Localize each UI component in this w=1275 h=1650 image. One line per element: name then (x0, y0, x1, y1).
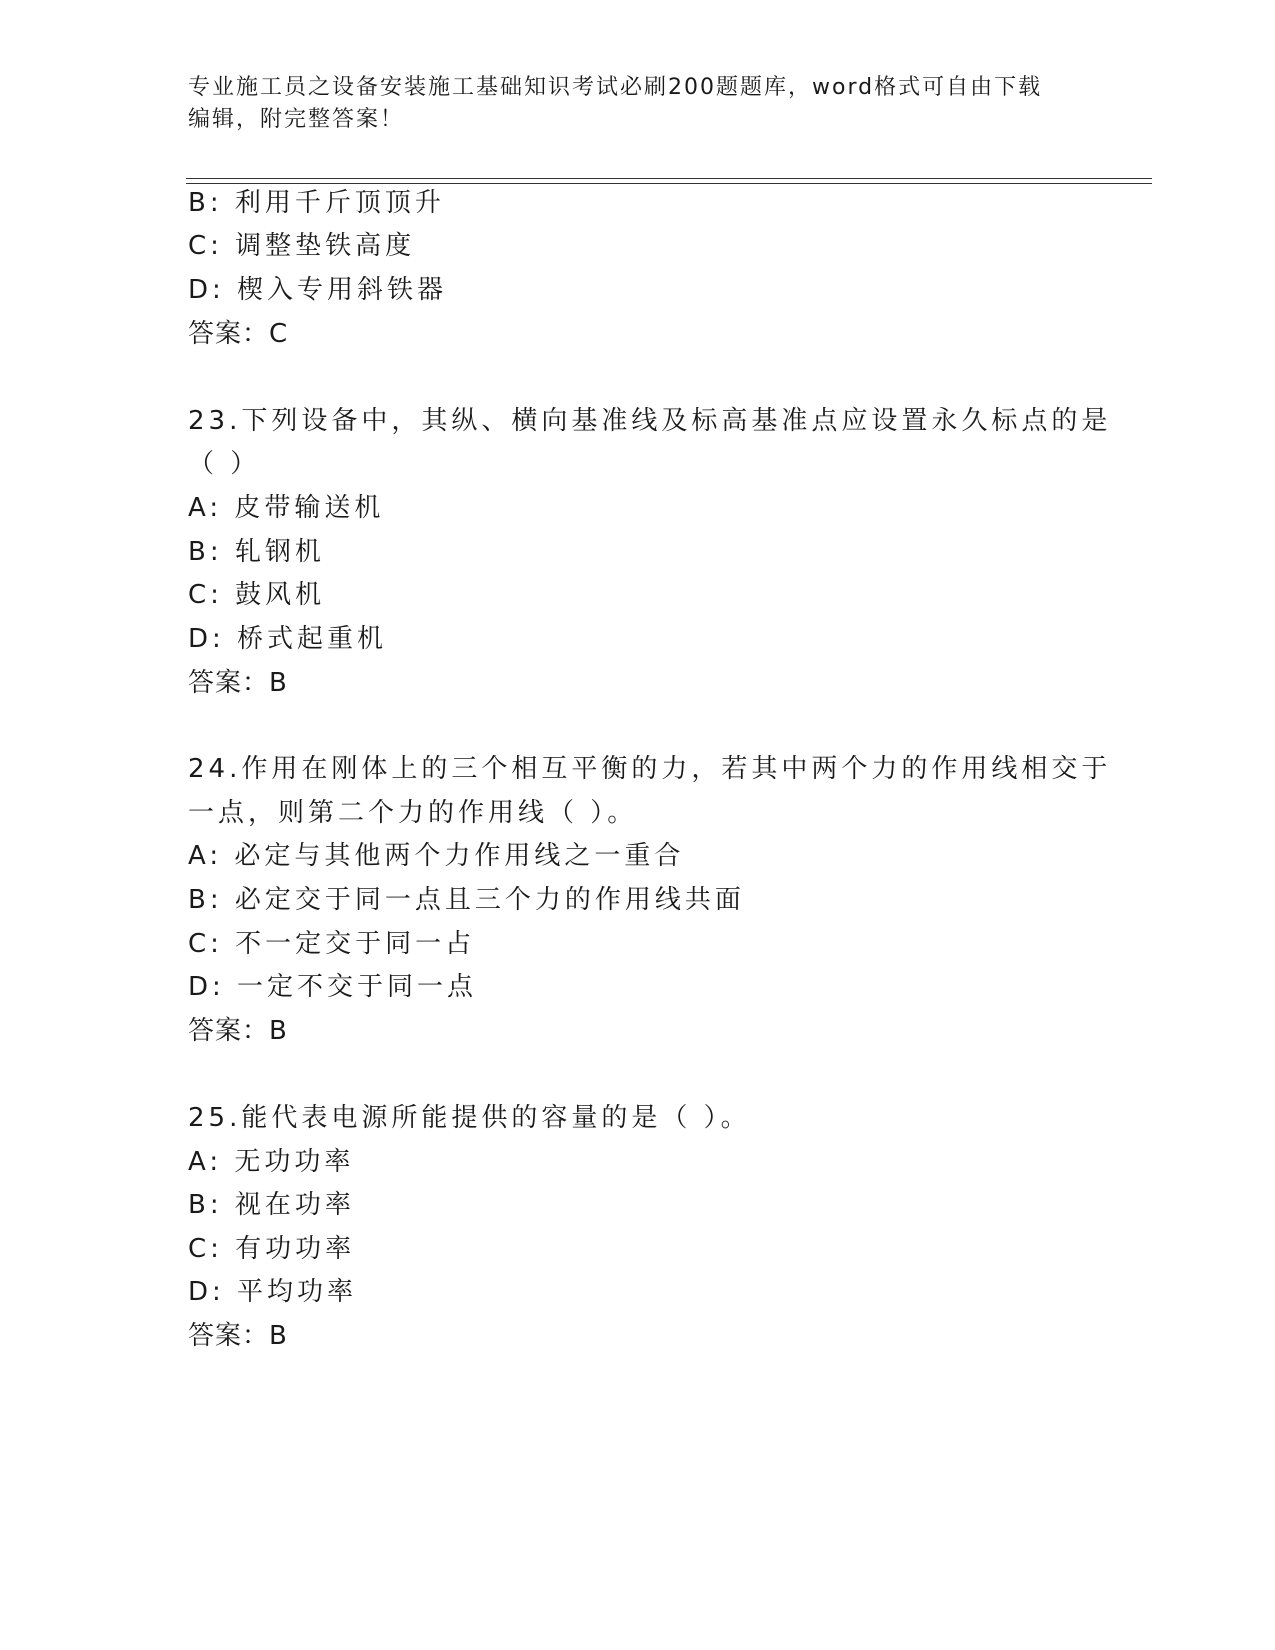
document-header (188, 72, 1088, 136)
option-line: C: 调整垫铁高度 (188, 231, 416, 261)
option-line: D: 一定不交于同一点 (188, 972, 478, 1002)
option-line: A: 无功功率 (188, 1147, 355, 1177)
question-stem: 25.能代表电源所能提供的容量的是（ ）。 (188, 1103, 751, 1133)
answer-line: 答案：B (188, 1321, 288, 1351)
option-line: B: 轧钢机 (188, 537, 325, 567)
option-line: A: 皮带输送机 (188, 493, 385, 523)
header-line-2: 编辑，附完整答案！ (188, 107, 405, 132)
option-line: C: 鼓风机 (188, 580, 326, 610)
answer-line: 答案：B (188, 668, 288, 698)
option-line: D: 桥式起重机 (188, 624, 388, 654)
option-line: B: 视在功率 (188, 1190, 355, 1220)
question-stem: （ ） (188, 449, 261, 479)
header-rule-bottom (186, 183, 1152, 184)
option-line: D: 楔入专用斜铁器 (188, 275, 448, 305)
question-stem: 23.下列设备中，其纵、横向基准线及标高基准点应设置永久标点的是 (188, 406, 1112, 436)
option-line: C: 不一定交于同一占 (188, 929, 476, 959)
answer-line: 答案：C (188, 319, 289, 349)
option-line: D: 平均功率 (188, 1277, 358, 1307)
header-rule-top (186, 178, 1152, 179)
option-line: C: 有功功率 (188, 1234, 356, 1264)
answer-line: 答案：B (188, 1016, 288, 1046)
option-line: A: 必定与其他两个力作用线之一重合 (188, 841, 685, 871)
question-stem: 一点，则第二个力的作用线（ ）。 (188, 798, 638, 828)
option-line: B: 必定交于同一点且三个力的作用线共面 (188, 885, 745, 915)
question-stem: 24.作用在刚体上的三个相互平衡的力，若其中两个力的作用线相交于 (188, 754, 1112, 784)
header-line-1: 专业施工员之设备安装施工基础知识考试必刷200题题库，word格式可自由下载 (188, 75, 1043, 100)
option-line: B: 利用千斤顶顶升 (188, 188, 445, 218)
